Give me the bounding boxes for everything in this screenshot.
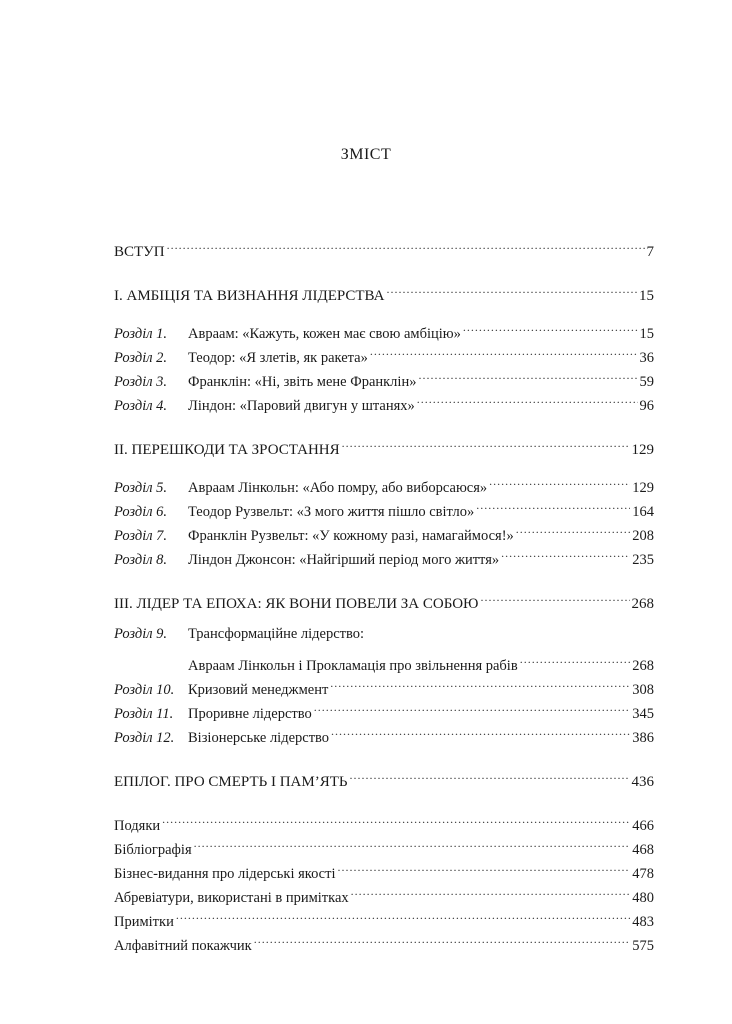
- toc-chapter-9: [114, 622, 654, 646]
- toc-part-2: [114, 430, 654, 458]
- leader-dots: [417, 386, 638, 410]
- chapter-label: Розділ 2.: [114, 350, 168, 366]
- toc-chapter-5: [114, 468, 654, 496]
- toc-chapter-1: [114, 314, 654, 342]
- chapter-text: Франклін: «Ні, звіть мене Франклін»: [188, 374, 417, 390]
- part-page: 268: [631, 596, 654, 612]
- toc-part-3: [114, 584, 654, 612]
- leader-dots: [338, 854, 631, 878]
- toc-back-matter-6: [114, 926, 654, 954]
- chapter-page: 235: [632, 552, 654, 568]
- part-title: ІІ. ПЕРЕШКОДИ ТА ЗРОСТАННЯ: [114, 442, 340, 458]
- chapter-page: 129: [632, 480, 654, 496]
- epilogue-page: 436: [631, 774, 654, 790]
- entry-text: Подяки: [114, 818, 161, 834]
- leader-dots: [194, 830, 631, 854]
- chapter-label: Розділ 7.: [114, 528, 168, 544]
- chapter-page: 96: [639, 398, 654, 414]
- leader-dots: [418, 362, 637, 386]
- entry-page: 478: [632, 866, 654, 882]
- toc-epilogue: [114, 762, 654, 790]
- chapter-label: Розділ 8.: [114, 552, 168, 568]
- chapter-label: Розділ 11.: [114, 706, 174, 722]
- leader-dots: [501, 540, 630, 564]
- toc-entry-intro: [114, 232, 654, 260]
- chapter-page: 59: [639, 374, 654, 390]
- entry-page: 575: [632, 938, 654, 954]
- chapter-page: 308: [632, 682, 654, 698]
- entry-page: 466: [632, 818, 654, 834]
- chapter-label: Розділ 4.: [114, 398, 168, 414]
- chapter-text: Кризовий менеджмент: [188, 682, 329, 698]
- leader-dots: [176, 902, 630, 926]
- chapter-text: Трансформаційне лідерство:: [188, 626, 365, 642]
- leader-dots: [331, 718, 630, 742]
- chapter-label: Розділ 10.: [114, 682, 175, 698]
- entry-page: 480: [632, 890, 654, 906]
- leader-dots: [476, 492, 630, 516]
- chapter-page: 345: [632, 706, 654, 722]
- leader-dots: [516, 516, 630, 540]
- chapter-text: Ліндон: «Паровий двигун у штанях»: [188, 398, 415, 414]
- entry-text: Примітки: [114, 914, 174, 930]
- part-page: 129: [631, 442, 654, 458]
- leader-dots: [520, 646, 631, 670]
- entry-page: 7: [646, 244, 654, 260]
- leader-dots: [167, 232, 645, 256]
- chapter-label: Розділ 12.: [114, 730, 175, 746]
- chapter-text: Проривне лідерство: [188, 706, 312, 722]
- chapter-label: Розділ 9.: [114, 626, 168, 642]
- entry-text: Бізнес-видання про лідерські якості: [114, 866, 336, 882]
- chapter-text: Ліндон Джонсон: «Найгірший період мого життя»: [188, 552, 500, 568]
- toc-back-matter-2: [114, 830, 654, 858]
- chapter-text: Авраам: «Кажуть, кожен має свою амбіцію»: [188, 326, 461, 342]
- chapter-label: Розділ 1.: [114, 326, 168, 342]
- chapter-label: Розділ 6.: [114, 504, 168, 520]
- epilogue-title: ЕПІЛОГ. ПРО СМЕРТЬ І ПАМ’ЯТЬ: [114, 774, 348, 790]
- entry-page: 468: [632, 842, 654, 858]
- toc-list: [114, 232, 654, 954]
- chapter-label: Розділ 3.: [114, 374, 168, 390]
- toc-chapter-9-subline: [114, 646, 654, 674]
- entry-text: ВСТУП: [114, 244, 165, 260]
- leader-dots: [342, 430, 630, 454]
- leader-dots: [254, 926, 631, 950]
- chapter-text: Авраам Лінкольн: «Або помру, або виборсаюся»: [188, 480, 488, 496]
- leader-dots: [314, 694, 631, 718]
- chapter-page: 164: [632, 504, 654, 520]
- chapter-page: 268: [632, 658, 654, 674]
- toc-back-matter-1: [114, 806, 654, 834]
- leader-dots: [330, 670, 630, 694]
- leader-dots: [351, 878, 631, 902]
- leader-dots: [463, 314, 638, 338]
- chapter-text: Теодор: «Я злетів, як ракета»: [188, 350, 368, 366]
- toc-part-1: [114, 276, 654, 304]
- toc-title: ЗМІСТ: [340, 146, 392, 163]
- part-title: І. АМБІЦІЯ ТА ВИЗНАННЯ ЛІДЕРСТВА: [114, 288, 385, 304]
- chapter-text: Теодор Рузвельт: «З мого життя пішло світло»: [188, 504, 475, 520]
- entry-text: Алфавітний покажчик: [114, 938, 252, 954]
- entry-page: 483: [632, 914, 654, 930]
- leader-dots: [350, 762, 630, 786]
- entry-text: Бібліографія: [114, 842, 192, 858]
- part-page: 15: [639, 288, 654, 304]
- chapter-page: 208: [632, 528, 654, 544]
- chapter-subtext: Авраам Лінкольн і Прокламація про звільнення рабів: [188, 658, 518, 674]
- chapter-page: 386: [632, 730, 654, 746]
- toc-back-matter-3: [114, 854, 654, 882]
- leader-dots: [386, 276, 637, 300]
- leader-dots: [480, 584, 629, 608]
- chapter-label: Розділ 5.: [114, 480, 168, 496]
- chapter-text: Візіонерське лідерство: [188, 730, 330, 746]
- chapter-text: Франклін Рузвельт: «У кожному разі, намагаймося!»: [188, 528, 514, 544]
- part-title: ІІІ. ЛІДЕР ТА ЕПОХА: ЯК ВОНИ ПОВЕЛИ ЗА СОБОЮ: [114, 596, 479, 612]
- leader-dots: [489, 468, 630, 492]
- leader-dots: [370, 338, 638, 362]
- toc-back-matter-5: [114, 902, 654, 930]
- chapter-page: 36: [639, 350, 654, 366]
- chapter-page: 15: [639, 326, 654, 342]
- leader-dots: [162, 806, 630, 830]
- entry-text: Абревіатури, використані в примітках: [114, 890, 349, 906]
